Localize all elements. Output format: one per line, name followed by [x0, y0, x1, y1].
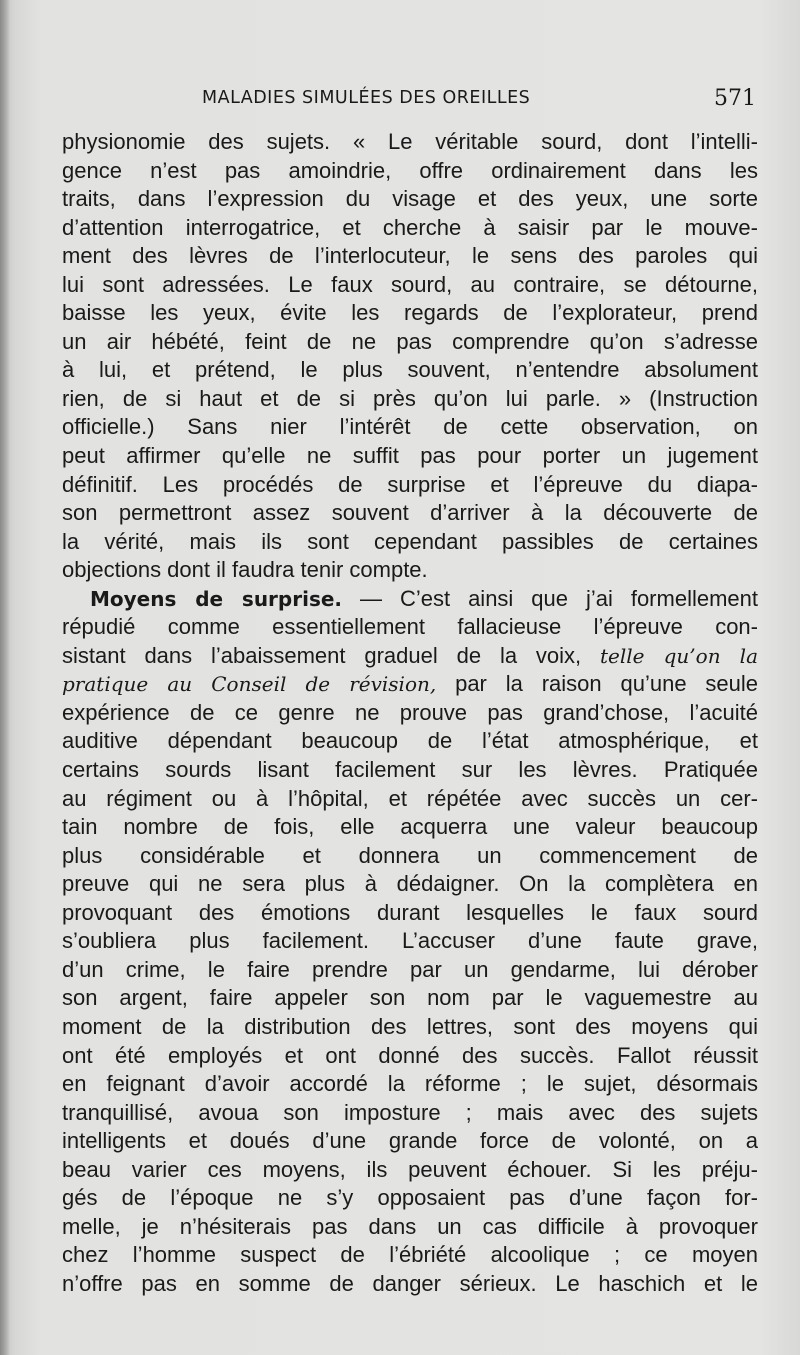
- text-line: gés de l’époque ne s’y opposaient pas d’une façon for-: [62, 1185, 758, 1211]
- text-line: lui sont adressées. Le faux sourd, au contraire, se détourne,: [62, 271, 758, 297]
- body-text: [62, 128, 758, 1298]
- text-line: s’oubliera plus facilement. L’accuser d’une faute grave,: [62, 928, 758, 954]
- text-line: intelligents et doués d’une grande force de volonté, on a: [62, 1128, 758, 1154]
- text-line: certains sourds lisant facilement sur les lèvres. Pratiquée: [62, 757, 758, 783]
- text-fragment: par la raison qu’une seule: [436, 671, 759, 697]
- text-line: au régiment ou à l’hôpital, et répétée avec succès un cer-: [62, 785, 758, 811]
- text-line: [62, 670, 758, 699]
- text-line: tranquillisé, avoua son imposture ; mais avec des sujets: [62, 1099, 758, 1125]
- text-line: plus considérable et donnera un commencement de: [62, 842, 758, 868]
- text-line: gence n’est pas amoindrie, offre ordinairement dans les: [62, 157, 758, 183]
- italic-fragment: telle qu’on la: [600, 643, 759, 668]
- text-line: rien, de si haut et de si près qu’on lui parle. » (Instruction: [62, 385, 758, 411]
- running-head: [60, 88, 760, 118]
- text-line: en feignant d’avoir accordé la réforme ; le sujet, désormais: [62, 1071, 758, 1097]
- text-line: chez l’homme suspect de l’ébriété alcoolique ; ce moyen: [62, 1242, 758, 1268]
- text-line: moment de la distribution des lettres, sont des moyens qui: [62, 1013, 758, 1039]
- text-line: la vérité, mais ils sont cependant passibles de certaines: [62, 528, 758, 554]
- text-line: ment des lèvres de l’interlocuteur, le sens des paroles qui: [62, 243, 758, 269]
- text-line: tain nombre de fois, elle acquerra une valeur beaucoup: [62, 814, 758, 840]
- text-line: peut affirmer qu’elle ne suffit pas pour porter un jugement: [62, 443, 758, 469]
- text-line: beau varier ces moyens, ils peuvent échouer. Si les préju-: [62, 1156, 758, 1182]
- text-line: répudié comme essentiellement fallacieuse l’épreuve con-: [62, 614, 758, 640]
- text-line: objections dont il faudra tenir compte.: [62, 557, 428, 583]
- section-heading: Moyens de surprise.: [90, 586, 343, 611]
- text-line: d’un crime, le faire prendre par un gendarme, lui dérober: [62, 956, 758, 982]
- text-line: expérience de ce genre ne prouve pas grand’chose, l’acuité: [62, 699, 758, 725]
- text-line: son permettront assez souvent d’arriver à la découverte de: [62, 500, 758, 526]
- italic-fragment: pratique au Conseil de révision,: [62, 672, 437, 697]
- text-line: physionomie des sujets. « Le véritable sourd, dont l’intelli-: [62, 129, 758, 154]
- text-line: melle, je n’hésiterais pas dans un cas difficile à provoquer: [62, 1213, 758, 1239]
- text-line: définitif. Les procédés de surprise et l’épreuve du diapa-: [62, 471, 758, 497]
- paragraph-start-line: [62, 585, 758, 614]
- text-line: officielle.) Sans nier l’intérêt de cette observation, on: [62, 414, 758, 440]
- text-line: un air hébété, feint de ne pas comprendre qu’on s’adresse: [62, 328, 758, 354]
- text-line: baisse les yeux, évite les regards de l’explorateur, prend: [62, 300, 758, 326]
- page-spine-shadow: [0, 0, 10, 1355]
- text-line: provoquant des émotions durant lesquelles le faux sourd: [62, 899, 758, 925]
- text-fragment: — C’est ainsi que j’ai formellement: [342, 585, 758, 611]
- text-line: son argent, faire appeler son nom par le vaguemestre au: [62, 985, 758, 1011]
- text-line: ont été employés et ont donné des succès. Fallot réussit: [62, 1042, 758, 1068]
- text-line: [62, 642, 758, 671]
- text-line: d’attention interrogatrice, et cherche à saisir par le mouve-: [62, 214, 758, 240]
- text-line: à lui, et prétend, le plus souvent, n’entendre absolument: [62, 357, 758, 383]
- text-fragment: sistant dans l’abaissement graduel de la voix,: [62, 642, 601, 668]
- text-line: n’offre pas en somme de danger sérieux. Le haschich et le: [62, 1270, 758, 1296]
- page-number: 571: [714, 86, 756, 111]
- text-line: auditive dépendant beaucoup de l’état atmosphérique, et: [62, 728, 758, 754]
- running-title: MALADIES SIMULÉES DES OREILLES: [202, 88, 531, 108]
- text-line: traits, dans l’expression du visage et des yeux, une sorte: [62, 186, 758, 212]
- text-line: preuve qui ne sera plus à dédaigner. On la complètera en: [62, 871, 758, 897]
